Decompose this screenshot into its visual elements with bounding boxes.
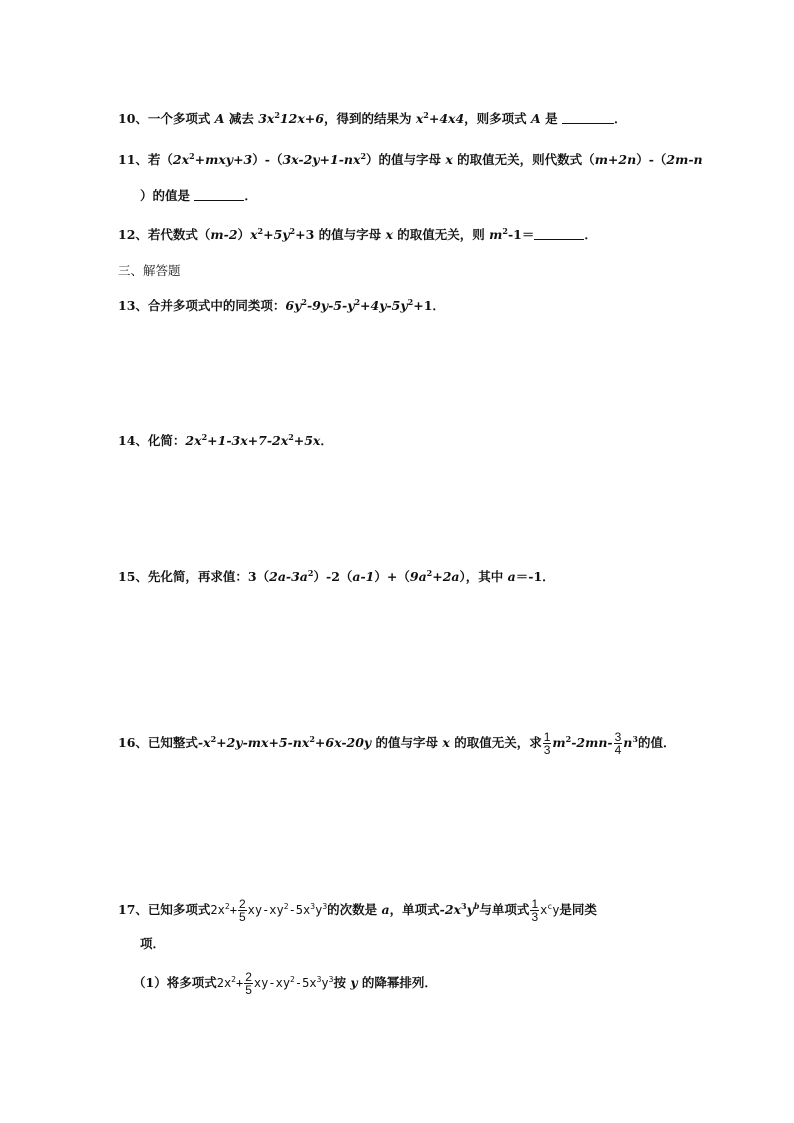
- expr: -x: [197, 735, 211, 750]
- expr: 3x: [258, 111, 275, 126]
- expr: y: [552, 903, 560, 917]
- denominator: 3: [543, 743, 551, 757]
- question-17: [118, 898, 597, 923]
- text: ）-（: [636, 152, 667, 167]
- question-number: 11、: [118, 152, 148, 167]
- text: ，得到的结果为: [323, 111, 416, 126]
- question-14: [118, 432, 333, 450]
- text: ．: [244, 188, 257, 203]
- exponent: 2: [288, 432, 294, 442]
- var-a: a: [381, 902, 390, 917]
- expr: a-1: [352, 569, 375, 584]
- question-15: [118, 568, 555, 586]
- exponent: 2: [290, 975, 295, 984]
- var-y: y: [350, 975, 358, 990]
- text: 将多项式: [166, 975, 217, 990]
- question-number: 13、: [118, 298, 148, 313]
- text: 先化简，再求值：: [147, 569, 248, 584]
- expr: y: [466, 902, 474, 917]
- expr: +1: [413, 298, 433, 313]
- expr: -2x: [439, 902, 461, 917]
- fraction-three-quarters: [614, 731, 623, 756]
- expr: -9y-5-y: [306, 298, 355, 313]
- exponent: 3: [322, 902, 328, 911]
- text: 的取值无关，求: [449, 735, 542, 750]
- expr: x: [250, 227, 258, 242]
- text: ．: [613, 111, 627, 126]
- expr: +: [229, 903, 237, 917]
- var-x: x: [442, 735, 450, 750]
- expr: ）-2（: [313, 569, 353, 584]
- answer-blank: [562, 111, 614, 124]
- fraction-two-fifths: [238, 898, 247, 923]
- var-A: A: [214, 111, 225, 126]
- text: 化简：: [147, 433, 186, 448]
- text: 合并多项式中的同类项：: [147, 298, 286, 313]
- exponent: 3: [310, 902, 316, 911]
- numerator: 3: [614, 730, 622, 744]
- exponent: 2: [423, 110, 429, 120]
- exponent: b: [473, 901, 480, 911]
- numerator: 1: [531, 897, 539, 911]
- expr: +2a: [432, 569, 460, 584]
- var-a: a: [507, 569, 516, 584]
- expr: +5y: [263, 227, 290, 242]
- question-number: 14、: [118, 433, 148, 448]
- question-number: 10、: [118, 111, 148, 126]
- question-number: 12、: [118, 227, 148, 242]
- exponent: 2: [201, 432, 208, 442]
- part-label: （1）: [133, 975, 167, 990]
- expr: y: [315, 903, 323, 917]
- text: ．: [584, 227, 597, 242]
- expr: 2x: [216, 976, 232, 990]
- text: 若（: [147, 152, 173, 167]
- question-11: [118, 151, 703, 169]
- text: ）: [237, 227, 251, 242]
- expr: +2y-mx+5-nx: [216, 735, 310, 750]
- expr: +5x: [293, 433, 321, 448]
- polynomial: [210, 897, 328, 924]
- numerator: 1: [543, 730, 551, 744]
- text: 按: [333, 975, 351, 990]
- question-number: 16、: [118, 735, 148, 750]
- question-10: [118, 110, 626, 128]
- expr: xy-xy: [253, 976, 291, 990]
- expr: -2mn-: [571, 735, 613, 750]
- expr: -5x: [294, 976, 317, 990]
- expr: ＝-1: [515, 569, 543, 584]
- exponent: 2: [224, 902, 230, 911]
- text: 的取值无关，则: [392, 227, 490, 242]
- answer-blank: [534, 227, 584, 240]
- denominator: 4: [614, 743, 622, 757]
- expr: 3x-2y+1-nx: [282, 152, 361, 167]
- expr: +4x4: [428, 111, 465, 126]
- expr: y: [321, 976, 329, 990]
- text: 的降幂排列．: [357, 975, 437, 990]
- exponent: 2: [309, 734, 315, 744]
- text: 的值与字母: [314, 227, 386, 242]
- text: 的取值无关，则代数式（: [452, 152, 595, 167]
- question-12: [118, 226, 597, 244]
- exponent: 3: [460, 901, 467, 911]
- text: 的次数是: [327, 902, 382, 917]
- expr: 2x: [185, 433, 202, 448]
- question-11-continued: [140, 187, 257, 205]
- exponent: 3: [632, 734, 638, 744]
- section-header: 三、解答题: [118, 263, 181, 278]
- text: ）-（: [252, 152, 283, 167]
- expr: m+2n: [594, 152, 637, 167]
- expr: 2x: [210, 903, 225, 917]
- exponent: 2: [283, 902, 289, 911]
- expr: 2x: [172, 152, 190, 167]
- exponent: 2: [231, 975, 236, 984]
- expr: 2a-3a: [269, 569, 308, 584]
- expr: 12x+6: [279, 111, 324, 126]
- exponent: 2: [307, 568, 314, 578]
- text: ）的值与字母: [366, 152, 446, 167]
- numerator: 2: [238, 897, 246, 911]
- text: ．: [320, 433, 333, 448]
- text: ），其中: [459, 569, 508, 584]
- text: ．: [542, 569, 555, 584]
- expr: x: [415, 111, 424, 126]
- question-number: 15、: [118, 569, 148, 584]
- expr: +: [236, 976, 244, 990]
- denominator: 5: [238, 910, 246, 924]
- var-m: m: [552, 735, 566, 750]
- text: 是: [540, 111, 562, 126]
- text: 的值与字母: [371, 735, 443, 750]
- expr: 6y: [285, 298, 302, 313]
- text: ，则多项式: [464, 111, 532, 126]
- expr: m: [489, 227, 503, 242]
- expr: 3（: [247, 569, 270, 584]
- question-13: [118, 297, 445, 315]
- text: 已知多项式: [147, 902, 211, 917]
- exponent: 2: [502, 226, 508, 236]
- fraction-two-fifths: [244, 971, 253, 996]
- question-17-part-1: [133, 971, 437, 996]
- text: ）的值是: [140, 188, 195, 203]
- exponent: 2: [301, 297, 307, 307]
- exponent: 2: [407, 297, 414, 307]
- polynomial: [216, 970, 334, 997]
- expr: xy-xy: [247, 903, 284, 917]
- text: 是同类: [559, 902, 597, 917]
- text: ．: [432, 298, 445, 313]
- exponent: 3: [328, 975, 334, 984]
- exponent: 2: [210, 734, 217, 744]
- expr: -1: [507, 227, 522, 242]
- var-A: A: [531, 111, 541, 126]
- exponent: 2: [565, 734, 572, 744]
- denominator: 5: [245, 983, 252, 997]
- exponent: c: [547, 902, 553, 911]
- expr: x: [540, 903, 548, 917]
- var-n: n: [623, 735, 633, 750]
- text: ＝: [521, 227, 535, 242]
- numerator: 2: [245, 970, 252, 984]
- expr: ）+（: [374, 569, 410, 584]
- text: 减去: [224, 111, 259, 126]
- expr: +6x-20y: [314, 735, 372, 750]
- expr: 9a: [409, 569, 427, 584]
- fraction-one-third: [530, 898, 539, 923]
- question-16: [118, 731, 675, 756]
- fraction-one-third: [543, 731, 552, 756]
- exponent: 3: [316, 975, 322, 984]
- expr: +4y-5y: [360, 298, 408, 313]
- question-number: 17、: [118, 902, 148, 917]
- text: 若代数式（: [147, 227, 211, 242]
- exponent: 2: [189, 151, 195, 161]
- expr: 2m-n: [666, 152, 703, 167]
- text: 已知整式: [147, 735, 198, 750]
- var-x: x: [445, 152, 453, 167]
- answer-blank: [194, 188, 244, 201]
- exponent: 2: [257, 226, 264, 236]
- var-x: x: [385, 227, 393, 242]
- expr: +1-3x+7-2x: [207, 433, 289, 448]
- text: ，单项式: [389, 902, 440, 917]
- expr: +mxy+3: [194, 152, 253, 167]
- expr: m-2: [210, 227, 238, 242]
- question-17-continued: 项．: [140, 936, 166, 951]
- text: 与单项式: [479, 902, 530, 917]
- exponent: 2: [360, 151, 367, 161]
- expr: +3: [295, 227, 315, 242]
- exponent: 2: [426, 568, 433, 578]
- denominator: 3: [531, 910, 539, 924]
- exponent: 2: [354, 297, 361, 307]
- text: 一个多项式: [147, 111, 215, 126]
- expr: -5x: [288, 903, 311, 917]
- exponent: 2: [274, 110, 280, 120]
- exponent: 2: [289, 226, 296, 236]
- text: 的值．: [637, 735, 676, 750]
- monomial: [540, 903, 559, 917]
